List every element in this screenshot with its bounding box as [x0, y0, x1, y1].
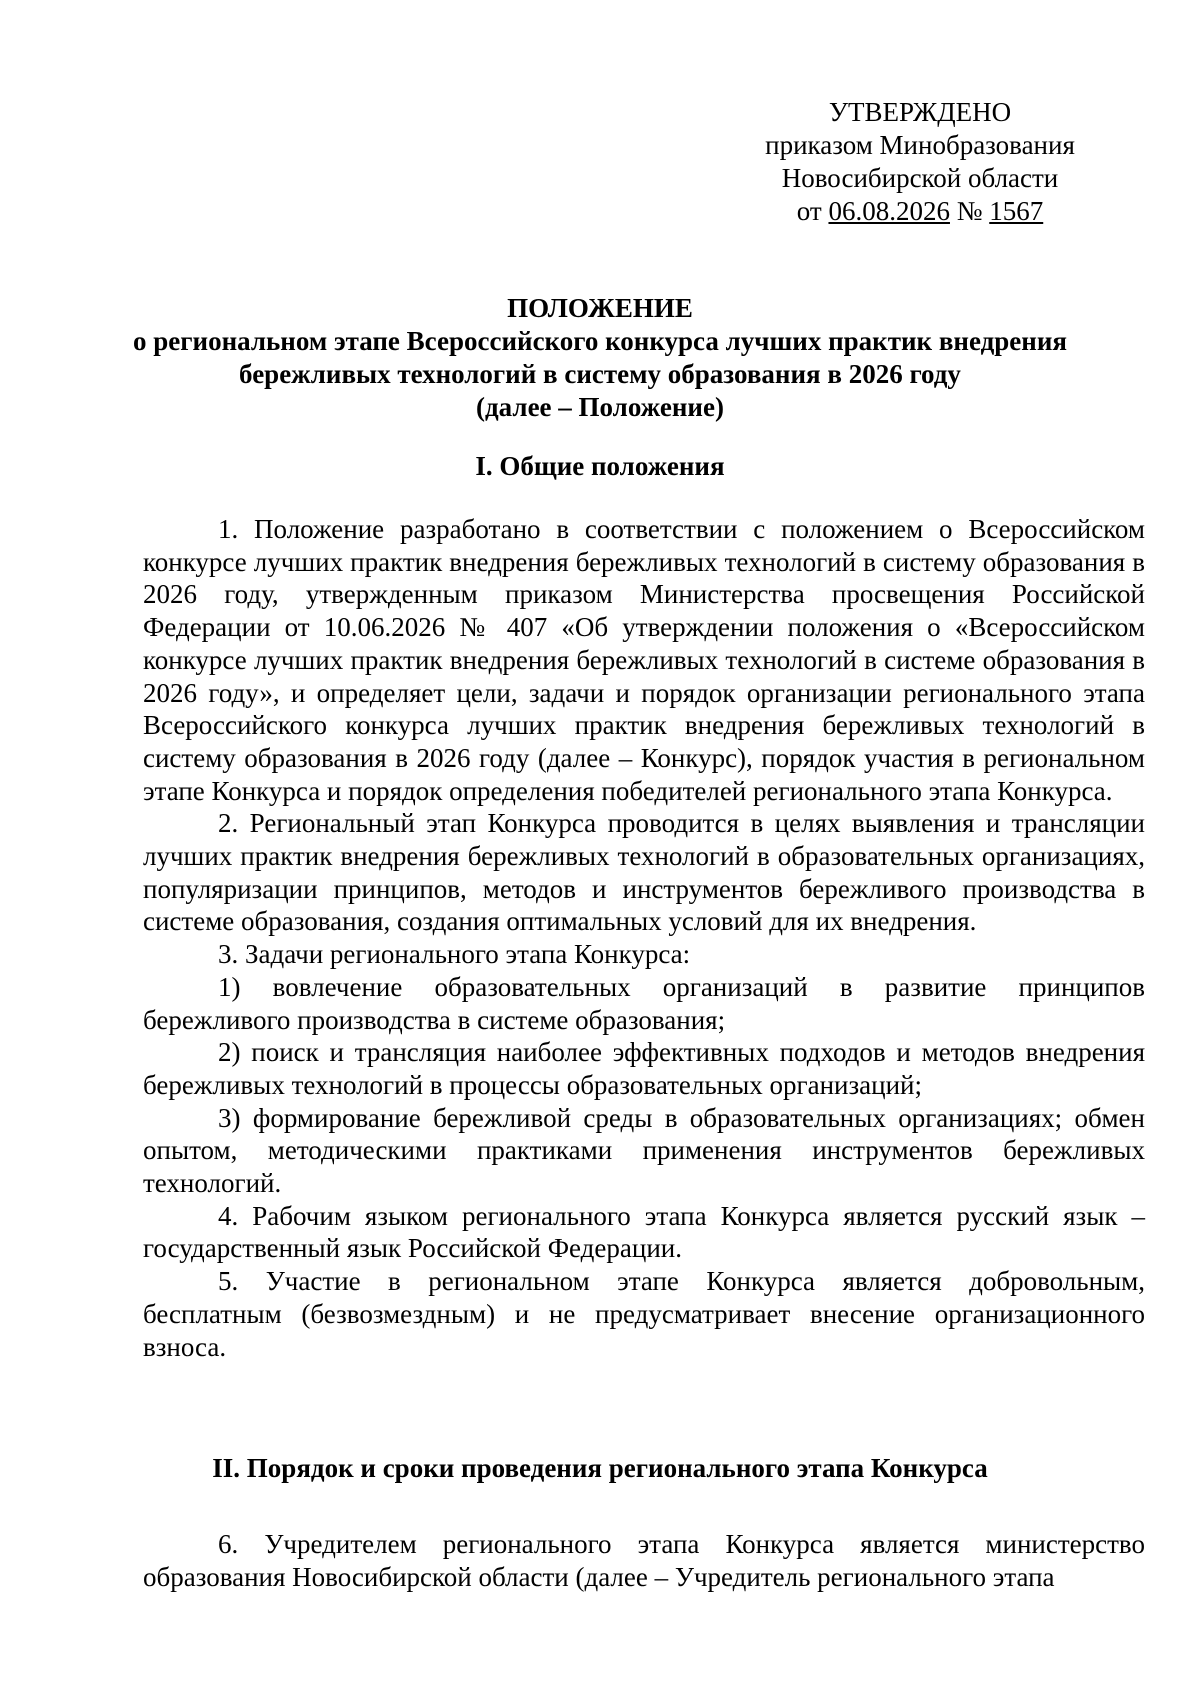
paragraph-2: 2. Региональный этап Конкурса проводится в целях выявления и трансляции лучших практик внедрения бережливых технологий в образовательных организациях, популяризации принципов, методов и инструментов бережливого производства в системе образования, создания оптимальных условий для их внедрения.: [143, 808, 1145, 937]
approval-order-line: приказом Минобразования: [765, 130, 1075, 160]
approval-number-sign: №: [956, 196, 983, 226]
approval-date: 06.08.2026: [828, 196, 950, 226]
paragraph-6: 6. Учредителем регионального этапа Конкурса является министерство образования Новосибирской области (далее – Учредитель регионального этапа: [143, 1529, 1145, 1592]
document-title: ПОЛОЖЕНИЕ: [507, 293, 693, 323]
paragraph-3-item-3: 3) формирование бережливой среды в образовательных организациях; обмен опытом, методическими практиками применения инструментов бережливых технологий.: [143, 1102, 1145, 1199]
document-subtitle-line-1: о региональном этапе Всероссийского конкурса лучших практик внедрения: [133, 326, 1067, 356]
paragraph-3-item-2: 2) поиск и трансляция наиболее эффективных подходов и методов внедрения бережливых технологий в процессы образовательных организаций;: [143, 1037, 1145, 1100]
approval-region-line: Новосибирской области: [781, 163, 1059, 193]
section-1-body: [143, 513, 1145, 1363]
paragraph-4: 4. Рабочим языком регионального этапа Конкурса является русский язык – государственный язык Российской Федерации.: [143, 1200, 1145, 1264]
approval-number: 1567: [989, 196, 1044, 226]
section-2-body: [143, 1528, 1145, 1593]
section-1-heading: I. Общие положения: [475, 451, 725, 481]
paragraph-5: 5. Участие в региональном этапе Конкурса является добровольным, бесплатным (безвозмездным) и не предусматривает внесение организационного взноса.: [143, 1266, 1145, 1362]
section-2-heading: II. Порядок и сроки проведения регионального этапа Конкурса: [212, 1453, 988, 1483]
paragraph-3: 3. Задачи регионального этапа Конкурса:: [218, 939, 691, 970]
paragraph-3-item-1: 1) вовлечение образовательных организаций в развитие принципов бережливого производства в системе образования;: [143, 971, 1145, 1035]
document-subtitle-line-3: (далее – Положение): [476, 392, 724, 422]
document-title-block: [100, 292, 1100, 424]
approval-date-number-line: [730, 195, 1110, 228]
document-subtitle-line-2: бережливых технологий в систему образования в 2026 году: [239, 359, 961, 389]
paragraph-1: 1. Положение разработано в соответствии с положением о Всероссийском конкурсе лучших практик внедрения бережливых технологий в систему образования в 2026 году, утвержденным приказом Министерства просвещения Российской Федерации от 10.06.2026 № 407 «Об утверждении положения о «Всероссийском конкурсе лучших практик внедрения бережливых технологий в системе образования в 2026 году», и определяет цели, задачи и порядок организации регионального этапа Всероссийского конкурса лучших практик внедрения бережливых технологий в систему образования в 2026 году (далее – Конкурс), порядок участия в региональном этапе Конкурса и порядок определения победителей регионального этапа Конкурса.: [143, 514, 1145, 806]
approval-stamp-block: [730, 96, 1110, 228]
approval-date-prefix: от: [796, 196, 822, 226]
approval-title: УТВЕРЖДЕНО: [828, 97, 1012, 127]
